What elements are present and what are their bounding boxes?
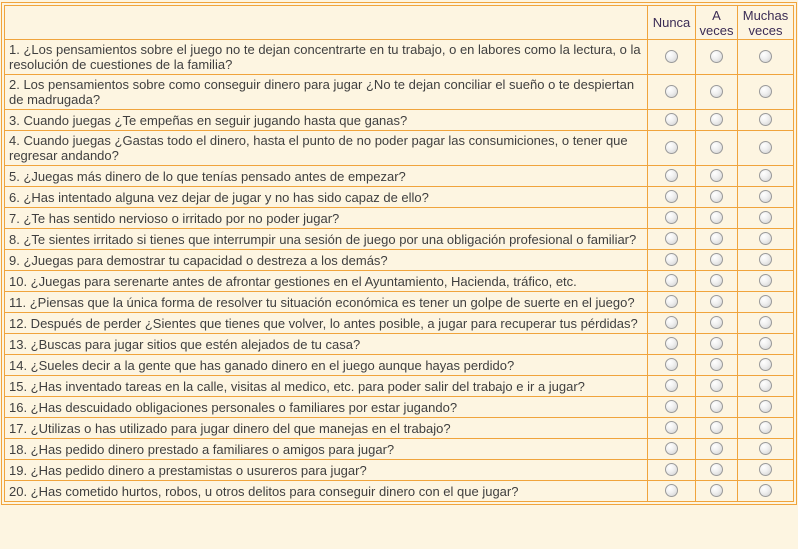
question-row [5,292,794,313]
radio-nunca[interactable] [665,379,678,392]
radio-a-veces[interactable] [710,190,723,203]
radio-a-veces[interactable] [710,316,723,329]
question-text: 9. ¿Juegas para demostrar tu capacidad o destreza a los demás? [5,250,648,271]
question-row [5,334,794,355]
radio-a-veces[interactable] [710,169,723,182]
radio-a-veces[interactable] [710,113,723,126]
question-row [5,481,794,502]
radio-muchas-veces[interactable] [759,85,772,98]
question-row [5,166,794,187]
radio-a-veces[interactable] [710,141,723,154]
question-row [5,271,794,292]
radio-nunca[interactable] [665,463,678,476]
option-cell-nunca [648,229,696,250]
option-cell-nunca [648,439,696,460]
question-text: 4. Cuando juegas ¿Gastas todo el dinero, hasta el punto de no poder pagar las consumiciones, o tener que regresar andando? [5,131,648,166]
question-row [5,110,794,131]
question-text: 6. ¿Has intentado alguna vez dejar de jugar y no has sido capaz de ello? [5,187,648,208]
option-cell-a-veces [696,481,738,502]
radio-nunca[interactable] [665,484,678,497]
radio-nunca[interactable] [665,400,678,413]
option-cell-a-veces [696,75,738,110]
question-text: 19. ¿Has pedido dinero a prestamistas o usureros para jugar? [5,460,648,481]
column-header-a-veces: A veces [696,6,738,40]
questionnaire-table-frame [1,2,797,505]
question-text: 10. ¿Juegas para serenarte antes de afrontar gestiones en el Ayuntamiento, Hacienda, tráfico, etc. [5,271,648,292]
option-cell-nunca [648,481,696,502]
radio-muchas-veces[interactable] [759,421,772,434]
option-cell-nunca [648,40,696,75]
radio-a-veces[interactable] [710,400,723,413]
option-cell-nunca [648,208,696,229]
question-text: 2. Los pensamientos sobre como conseguir dinero para jugar ¿No te dejan conciliar el sueño o te despiertan de madrugada? [5,75,648,110]
question-text: 14. ¿Sueles decir a la gente que has ganado dinero en el juego aunque hayas perdido? [5,355,648,376]
question-row [5,208,794,229]
question-row [5,187,794,208]
option-cell-a-veces [696,376,738,397]
radio-muchas-veces[interactable] [759,316,772,329]
question-text: 5. ¿Juegas más dinero de lo que tenías pensado antes de empezar? [5,166,648,187]
option-cell-nunca [648,131,696,166]
option-cell-a-veces [696,131,738,166]
option-cell-muchas-veces [738,334,794,355]
option-cell-nunca [648,355,696,376]
radio-a-veces[interactable] [710,484,723,497]
question-text: 16. ¿Has descuidado obligaciones personales o familiares por estar jugando? [5,397,648,418]
radio-muchas-veces[interactable] [759,190,772,203]
option-cell-a-veces [696,292,738,313]
option-cell-nunca [648,418,696,439]
radio-muchas-veces[interactable] [759,295,772,308]
question-text: 20. ¿Has cometido hurtos, robos, u otros delitos para conseguir dinero con el que jugar? [5,481,648,502]
question-text: 8. ¿Te sientes irritado si tienes que interrumpir una sesión de juego por una obligación profesional o familiar? [5,229,648,250]
radio-muchas-veces[interactable] [759,50,772,63]
radio-nunca[interactable] [665,295,678,308]
radio-muchas-veces[interactable] [759,169,772,182]
radio-a-veces[interactable] [710,442,723,455]
header-row [5,6,794,40]
question-text: 1. ¿Los pensamientos sobre el juego no te dejan concentrarte en tu trabajo, o en labores como la lectura, o la resolución de cuestiones de la familia? [5,40,648,75]
radio-nunca[interactable] [665,50,678,63]
radio-nunca[interactable] [665,337,678,350]
question-row [5,229,794,250]
radio-nunca[interactable] [665,232,678,245]
radio-nunca[interactable] [665,421,678,434]
option-cell-muchas-veces [738,460,794,481]
radio-nunca[interactable] [665,169,678,182]
option-cell-a-veces [696,460,738,481]
option-cell-a-veces [696,418,738,439]
radio-nunca[interactable] [665,274,678,287]
question-text: 15. ¿Has inventado tareas en la calle, visitas al medico, etc. para poder salir del trabajo e ir a jugar? [5,376,648,397]
question-row [5,75,794,110]
question-row [5,313,794,334]
option-cell-muchas-veces [738,397,794,418]
question-row [5,439,794,460]
option-cell-nunca [648,313,696,334]
option-cell-nunca [648,110,696,131]
option-cell-muchas-veces [738,166,794,187]
question-row [5,397,794,418]
radio-muchas-veces[interactable] [759,379,772,392]
radio-nunca[interactable] [665,316,678,329]
question-row [5,418,794,439]
option-cell-nunca [648,292,696,313]
option-cell-muchas-veces [738,131,794,166]
option-cell-muchas-veces [738,187,794,208]
option-cell-nunca [648,334,696,355]
option-cell-a-veces [696,166,738,187]
option-cell-a-veces [696,439,738,460]
option-cell-muchas-veces [738,40,794,75]
question-text: 18. ¿Has pedido dinero prestado a familiares o amigos para jugar? [5,439,648,460]
question-row [5,40,794,75]
option-cell-nunca [648,187,696,208]
question-row [5,376,794,397]
option-cell-nunca [648,397,696,418]
radio-nunca[interactable] [665,190,678,203]
option-cell-muchas-veces [738,110,794,131]
radio-nunca[interactable] [665,358,678,371]
radio-nunca[interactable] [665,253,678,266]
option-cell-muchas-veces [738,481,794,502]
radio-muchas-veces[interactable] [759,442,772,455]
option-cell-a-veces [696,208,738,229]
option-cell-a-veces [696,40,738,75]
radio-muchas-veces[interactable] [759,274,772,287]
question-text: 12. Después de perder ¿Sientes que tienes que volver, lo antes posible, a jugar para recuperar tus pérdidas? [5,313,648,334]
questions-body [5,40,794,502]
option-cell-a-veces [696,187,738,208]
radio-nunca[interactable] [665,211,678,224]
radio-nunca[interactable] [665,85,678,98]
option-cell-nunca [648,166,696,187]
header-empty-cell [5,6,648,40]
option-cell-nunca [648,376,696,397]
option-cell-muchas-veces [738,271,794,292]
radio-a-veces[interactable] [710,232,723,245]
question-row [5,250,794,271]
radio-muchas-veces[interactable] [759,253,772,266]
radio-a-veces[interactable] [710,211,723,224]
question-text: 7. ¿Te has sentido nervioso o irritado por no poder jugar? [5,208,648,229]
radio-a-veces[interactable] [710,253,723,266]
option-cell-muchas-veces [738,75,794,110]
option-cell-muchas-veces [738,292,794,313]
option-cell-nunca [648,460,696,481]
radio-nunca[interactable] [665,442,678,455]
option-cell-muchas-veces [738,250,794,271]
radio-a-veces[interactable] [710,274,723,287]
option-cell-a-veces [696,355,738,376]
column-header-muchas-veces: Muchas veces [738,6,794,40]
radio-a-veces[interactable] [710,85,723,98]
question-row [5,131,794,166]
option-cell-a-veces [696,229,738,250]
radio-muchas-veces[interactable] [759,400,772,413]
option-cell-a-veces [696,397,738,418]
radio-a-veces[interactable] [710,337,723,350]
questionnaire-table [4,5,794,502]
radio-muchas-veces[interactable] [759,113,772,126]
question-text: 11. ¿Piensas que la única forma de resolver tu situación económica es tener un golpe de suerte en el juego? [5,292,648,313]
option-cell-nunca [648,271,696,292]
option-cell-nunca [648,250,696,271]
option-cell-a-veces [696,110,738,131]
option-cell-a-veces [696,271,738,292]
option-cell-muchas-veces [738,229,794,250]
radio-muchas-veces[interactable] [759,141,772,154]
radio-muchas-veces[interactable] [759,358,772,371]
radio-a-veces[interactable] [710,50,723,63]
radio-muchas-veces[interactable] [759,484,772,497]
radio-nunca[interactable] [665,141,678,154]
option-cell-muchas-veces [738,418,794,439]
radio-muchas-veces[interactable] [759,463,772,476]
radio-a-veces[interactable] [710,358,723,371]
radio-muchas-veces[interactable] [759,337,772,350]
radio-muchas-veces[interactable] [759,211,772,224]
option-cell-muchas-veces [738,355,794,376]
option-cell-muchas-veces [738,313,794,334]
question-text: 17. ¿Utilizas o has utilizado para jugar dinero del que manejas en el trabajo? [5,418,648,439]
option-cell-muchas-veces [738,376,794,397]
radio-a-veces[interactable] [710,295,723,308]
question-row [5,460,794,481]
option-cell-a-veces [696,334,738,355]
radio-a-veces[interactable] [710,421,723,434]
question-text: 13. ¿Buscas para jugar sitios que estén alejados de tu casa? [5,334,648,355]
option-cell-muchas-veces [738,439,794,460]
option-cell-muchas-veces [738,208,794,229]
question-row [5,355,794,376]
radio-a-veces[interactable] [710,379,723,392]
option-cell-nunca [648,75,696,110]
column-header-nunca: Nunca [648,6,696,40]
question-text: 3. Cuando juegas ¿Te empeñas en seguir jugando hasta que ganas? [5,110,648,131]
option-cell-a-veces [696,250,738,271]
radio-muchas-veces[interactable] [759,232,772,245]
radio-a-veces[interactable] [710,463,723,476]
option-cell-a-veces [696,313,738,334]
radio-nunca[interactable] [665,113,678,126]
